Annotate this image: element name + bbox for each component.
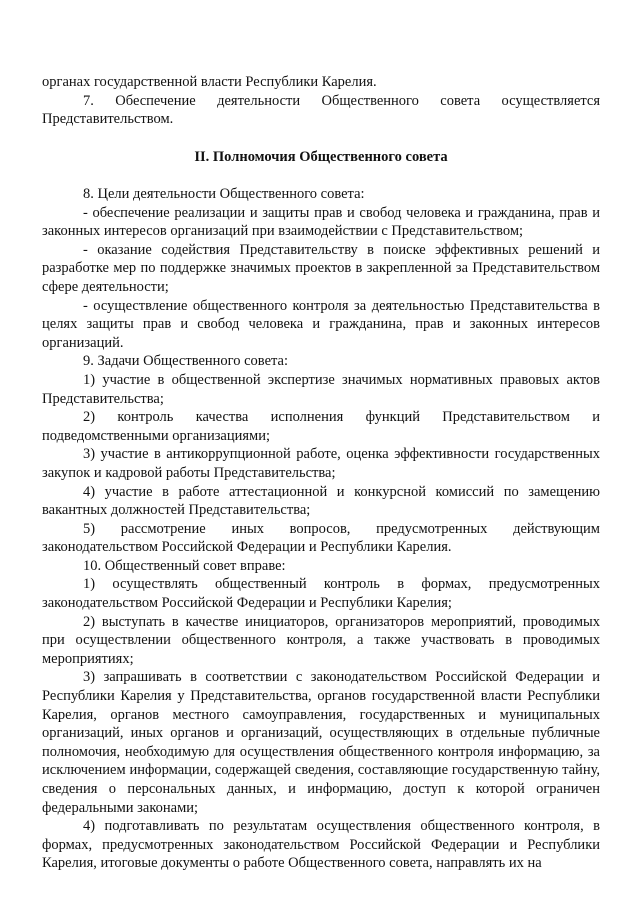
paragraph-10-item-3: 3) запрашивать в соответствии с законодательством Российской Федерации и Республики Карелия у Представительства, органов государственной власти Республики Карелия, органов местного самоуправления, государственных и муниципальных организаций, иных органов и организаций, осуществляющих в отдельные публичные полномочия, необходимую для осуществления общественного контроля информацию, за исключением информации, содержащей сведения, составляющие государственную тайну, сведения о персональных данных, и информацию, доступ к которой ограничен федеральными законами; [42, 669, 600, 816]
paragraph-7: 7. Обеспечение деятельности Общественного совета осуществляется Представительством. [42, 92, 600, 128]
paragraph-8-item-3: - осуществление общественного контроля за деятельностью Представительства в целях защиты прав и свобод человека и гражданина, прав и законных интересов организаций. [42, 297, 600, 351]
paragraph-10-item-1: 1) осуществлять общественный контроль в формах, предусмотренных законодательством Российской Федерации и Республики Карелия; [42, 576, 600, 612]
paragraph-9-title: 9. Задачи Общественного совета: [83, 353, 288, 370]
paragraph-9-item-3: 3) участие в антикоррупционной работе, оценка эффективности государственных закупок и кадровой работы Представительства; [42, 446, 600, 481]
paragraph-8-item-1: - обеспечение реализации и защиты прав и свобод человека и гражданина, прав и законных интересов организаций при взаимодействии с Представительством; [42, 204, 600, 240]
paragraph-10-item-2: 2) выступать в качестве инициаторов, организаторов мероприятий, проводимых при осуществлении общественного контроля, а также участвовать в проводимых мероприятиях; [42, 613, 600, 667]
heading-block [42, 148, 600, 167]
paragraph-10-item-4: 4) подготавливать по результатам осуществления общественного контроля, в формах, предусмотренных законодательством Российской Федерации и Республики Карелия, итоговые документы о работе Общественного совета, направлять их на [42, 818, 600, 872]
top-section [42, 73, 600, 129]
paragraph-9-item-5: 5) рассмотрение иных вопросов, предусмотренных действующим законодательством Российской Федерации и Республики Карелия. [42, 520, 600, 556]
paragraph-8-title: 8. Цели деятельности Общественного совета: [83, 186, 365, 202]
paragraph-9-item-2: 2) контроль качества исполнения функций Представительством и подведомственными организациями; [42, 409, 600, 444]
paragraph-9-item-1: 1) участие в общественной экспертизе значимых нормативных правовых актов Представительства; [42, 371, 600, 407]
body-section [42, 185, 600, 873]
section-heading: II. Полномочия Общественного совета [194, 149, 448, 165]
paragraph-10-title: 10. Общественный совет вправе: [83, 557, 286, 574]
paragraph-9-item-4: 4) участие в работе аттестационной и конкурсной комиссий по замещению вакантных должностей Представительства; [42, 483, 600, 519]
paragraph-8-item-2: - оказание содействия Представительству в поиске эффективных решений и разработке мер по поддержке значимых проектов в закрепленной за Представительством сфере деятельности; [42, 241, 600, 295]
paragraph-continuation: органах государственной власти Республики Карелия. [42, 74, 377, 90]
